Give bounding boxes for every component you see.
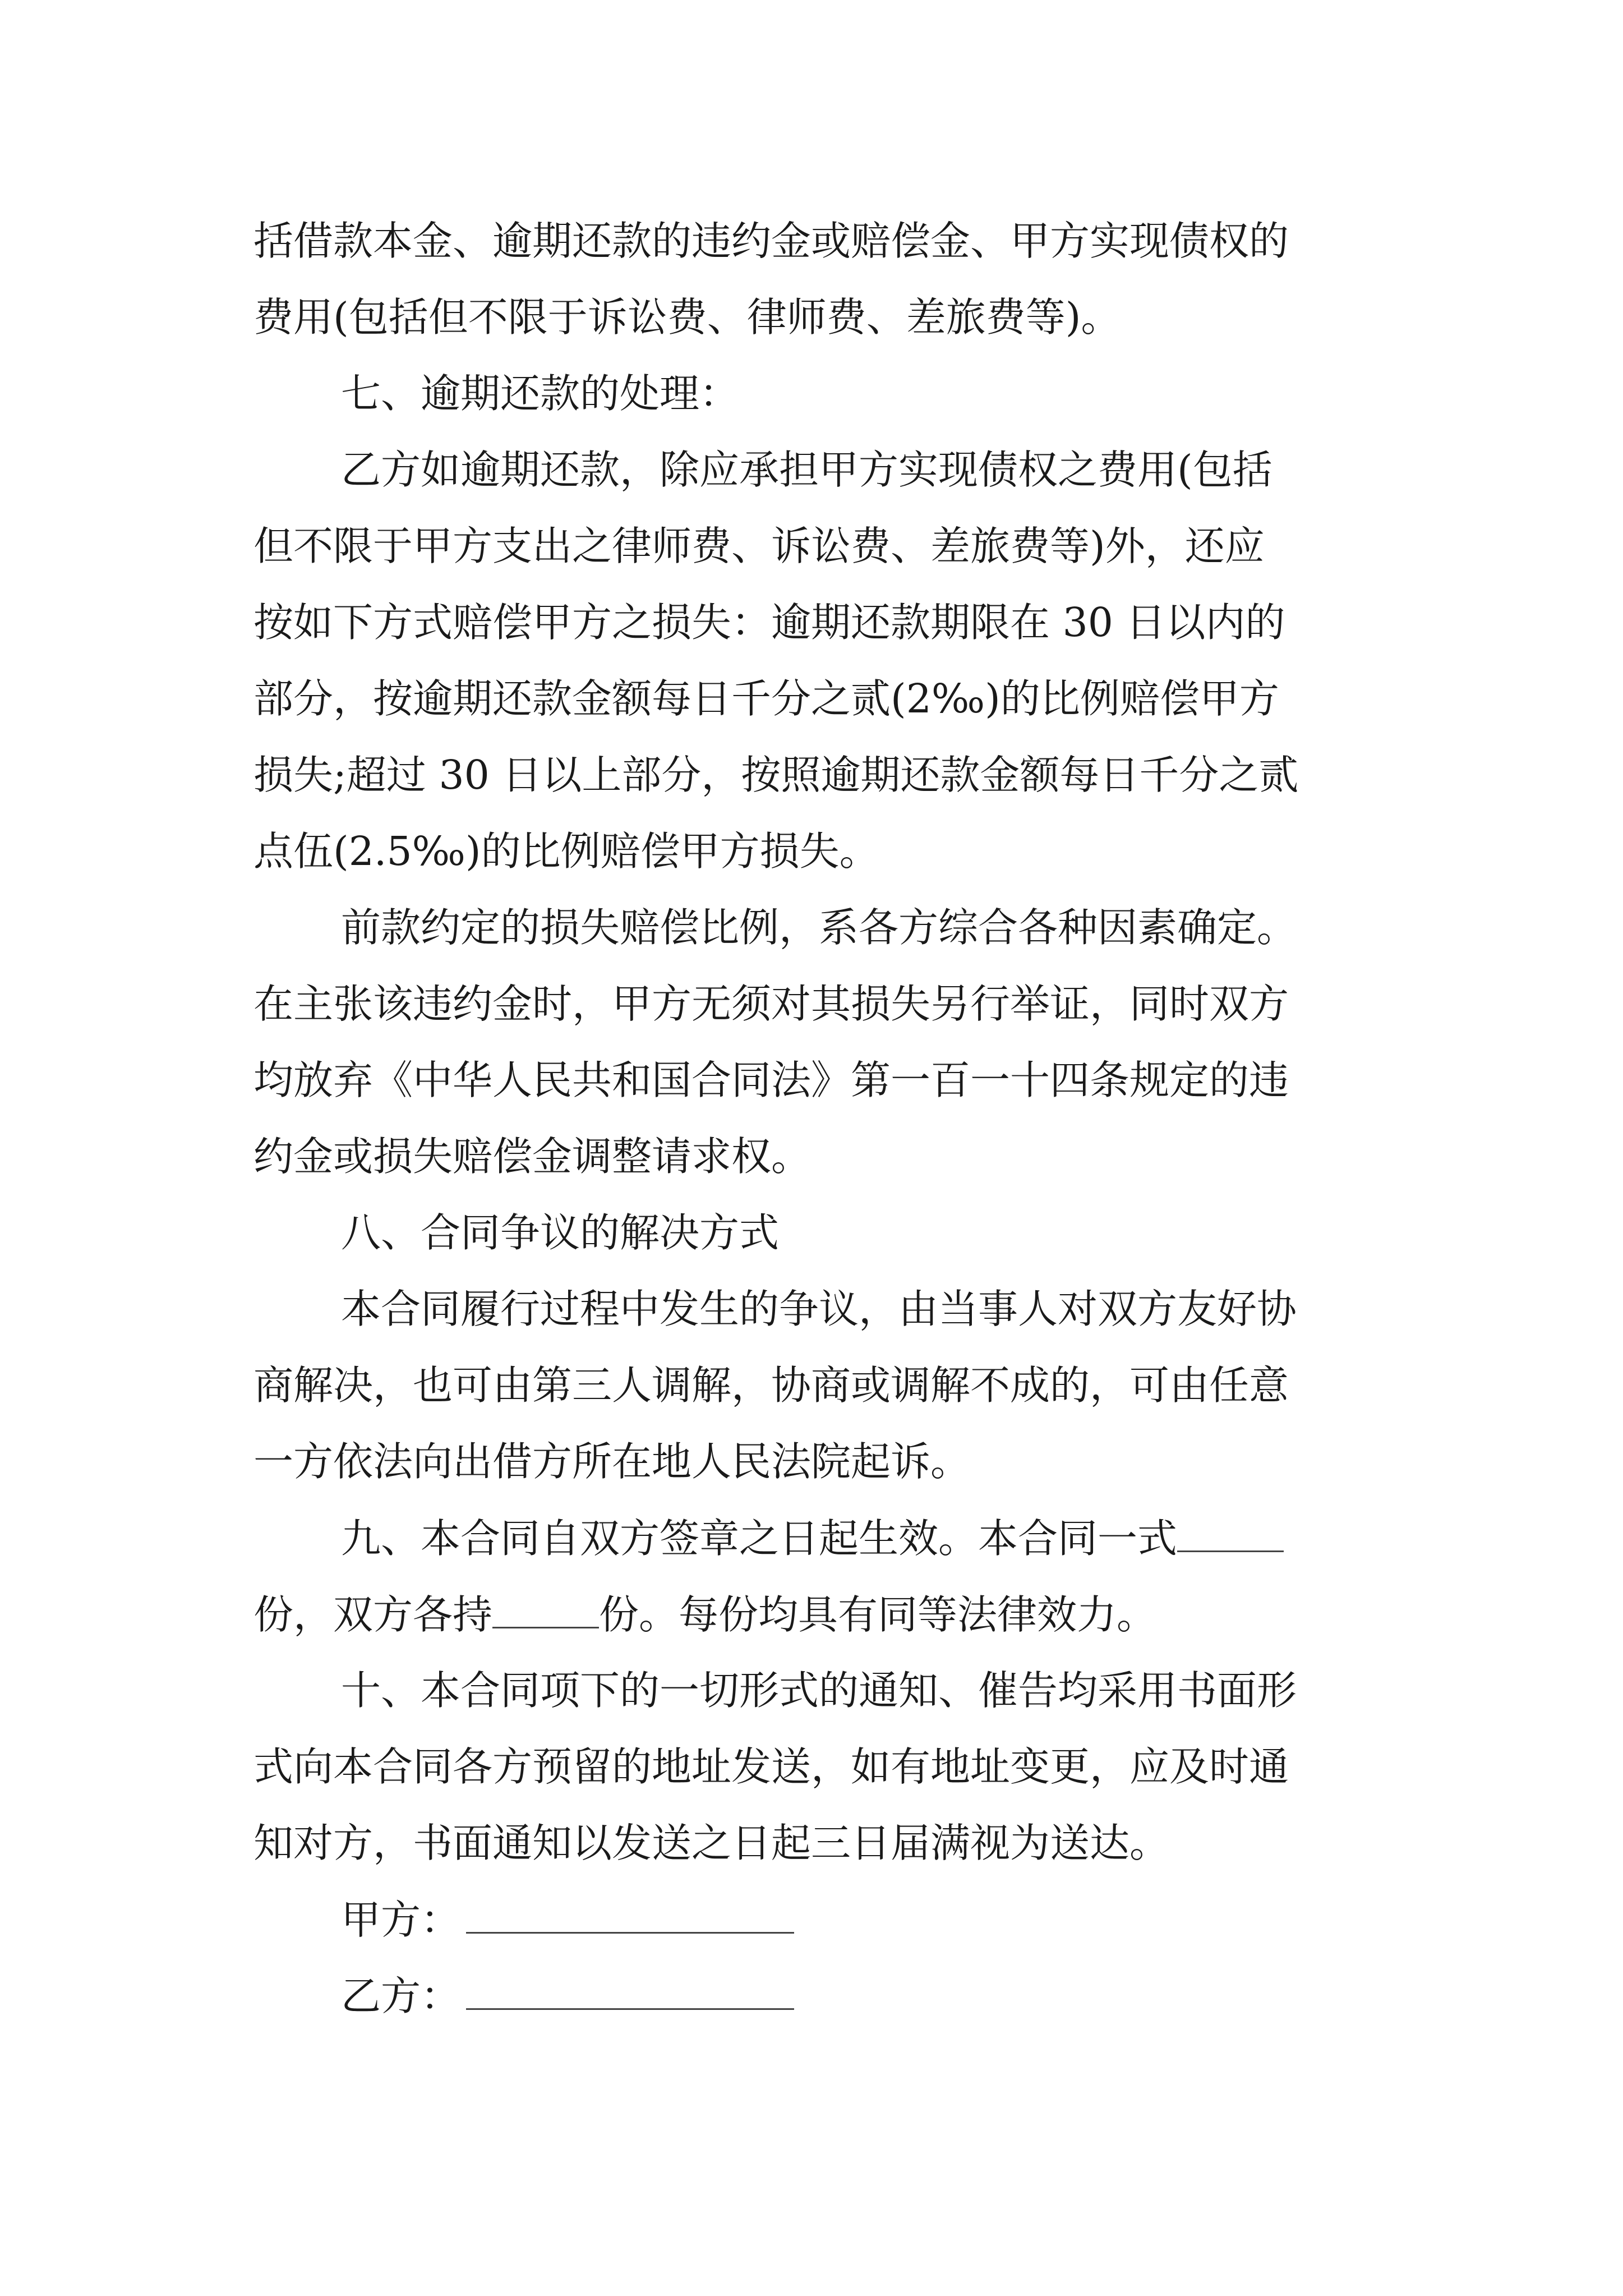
text-line [341,1511,1284,1566]
party-a-signature-blank[interactable] [466,1893,794,1934]
text-line: 式向本合同各方预留的地址发送，如有地址变更，应及时通 [253,1743,1289,1790]
text-line: 前款约定的损失赔偿比例，系各方综合各种因素确定。 [341,904,1297,951]
text-segment: 份。每份均具有同等法律效力。 [599,1591,1157,1638]
signature-line-party-a [341,1893,794,1947]
text-segment: 九、本合同自双方签章之日起生效。本合同一式 [341,1515,1178,1562]
text-line: 部分，按逾期还款金额每日千分之贰(2‰)的比例赔偿甲方 [253,675,1279,722]
text-line: 按如下方式赔偿甲方之损失：逾期还款期限在 30 日以内的 [253,599,1285,646]
text-line: 约金或损失赔偿金调整请求权。 [253,1133,811,1180]
party-a-label: 甲方： [341,1897,461,1943]
text-line: 点伍(2.5‰)的比例赔偿甲方损失。 [253,828,879,875]
text-line: 知对方，书面通知以发送之日起三日届满视为送达。 [253,1820,1170,1866]
party-b-signature-blank[interactable] [466,1969,794,2010]
text-line: 均放弃《中华人民共和国合同法》第一百一十四条规定的违 [253,1057,1289,1103]
text-line: 本合同履行过程中发生的争议，由当事人对双方友好协 [341,1286,1297,1332]
section-heading: 七、逾期还款的处理： [341,370,740,417]
text-line: 乙方如逾期还款，除应承担甲方实现债权之费用(包括 [341,447,1272,493]
text-line: 费用(包括但不限于诉讼费、律师费、差旅费等)。 [253,294,1121,341]
text-line: 但不限于甲方支出之律师费、诉讼费、差旅费等)外，还应 [253,523,1265,569]
copies-total-blank[interactable] [1177,1511,1284,1552]
signature-line-party-b [341,1969,794,2023]
text-line: 在主张该违约金时，甲方无须对其损失另行举证，同时双方 [253,981,1289,1027]
party-b-label: 乙方： [341,1973,461,2019]
section-heading: 八、合同争议的解决方式 [341,1209,780,1256]
text-line: 括借款本金、逾期还款的违约金或赔偿金、甲方实现债权的 [253,218,1289,264]
text-line: 损失;超过 30 日以上部分，按照逾期还款金额每日千分之贰 [253,752,1299,798]
text-line: 十、本合同项下的一切形式的通知、催告均采用书面形 [341,1667,1297,1714]
text-line: 一方依法向出借方所在地人民法院起诉。 [253,1438,971,1485]
text-line [253,1588,1156,1642]
text-segment: 份，双方各持 [253,1591,493,1638]
copies-each-blank[interactable] [492,1588,599,1628]
text-line: 商解决，也可由第三人调解，协商或调解不成的，可由任意 [253,1362,1289,1409]
